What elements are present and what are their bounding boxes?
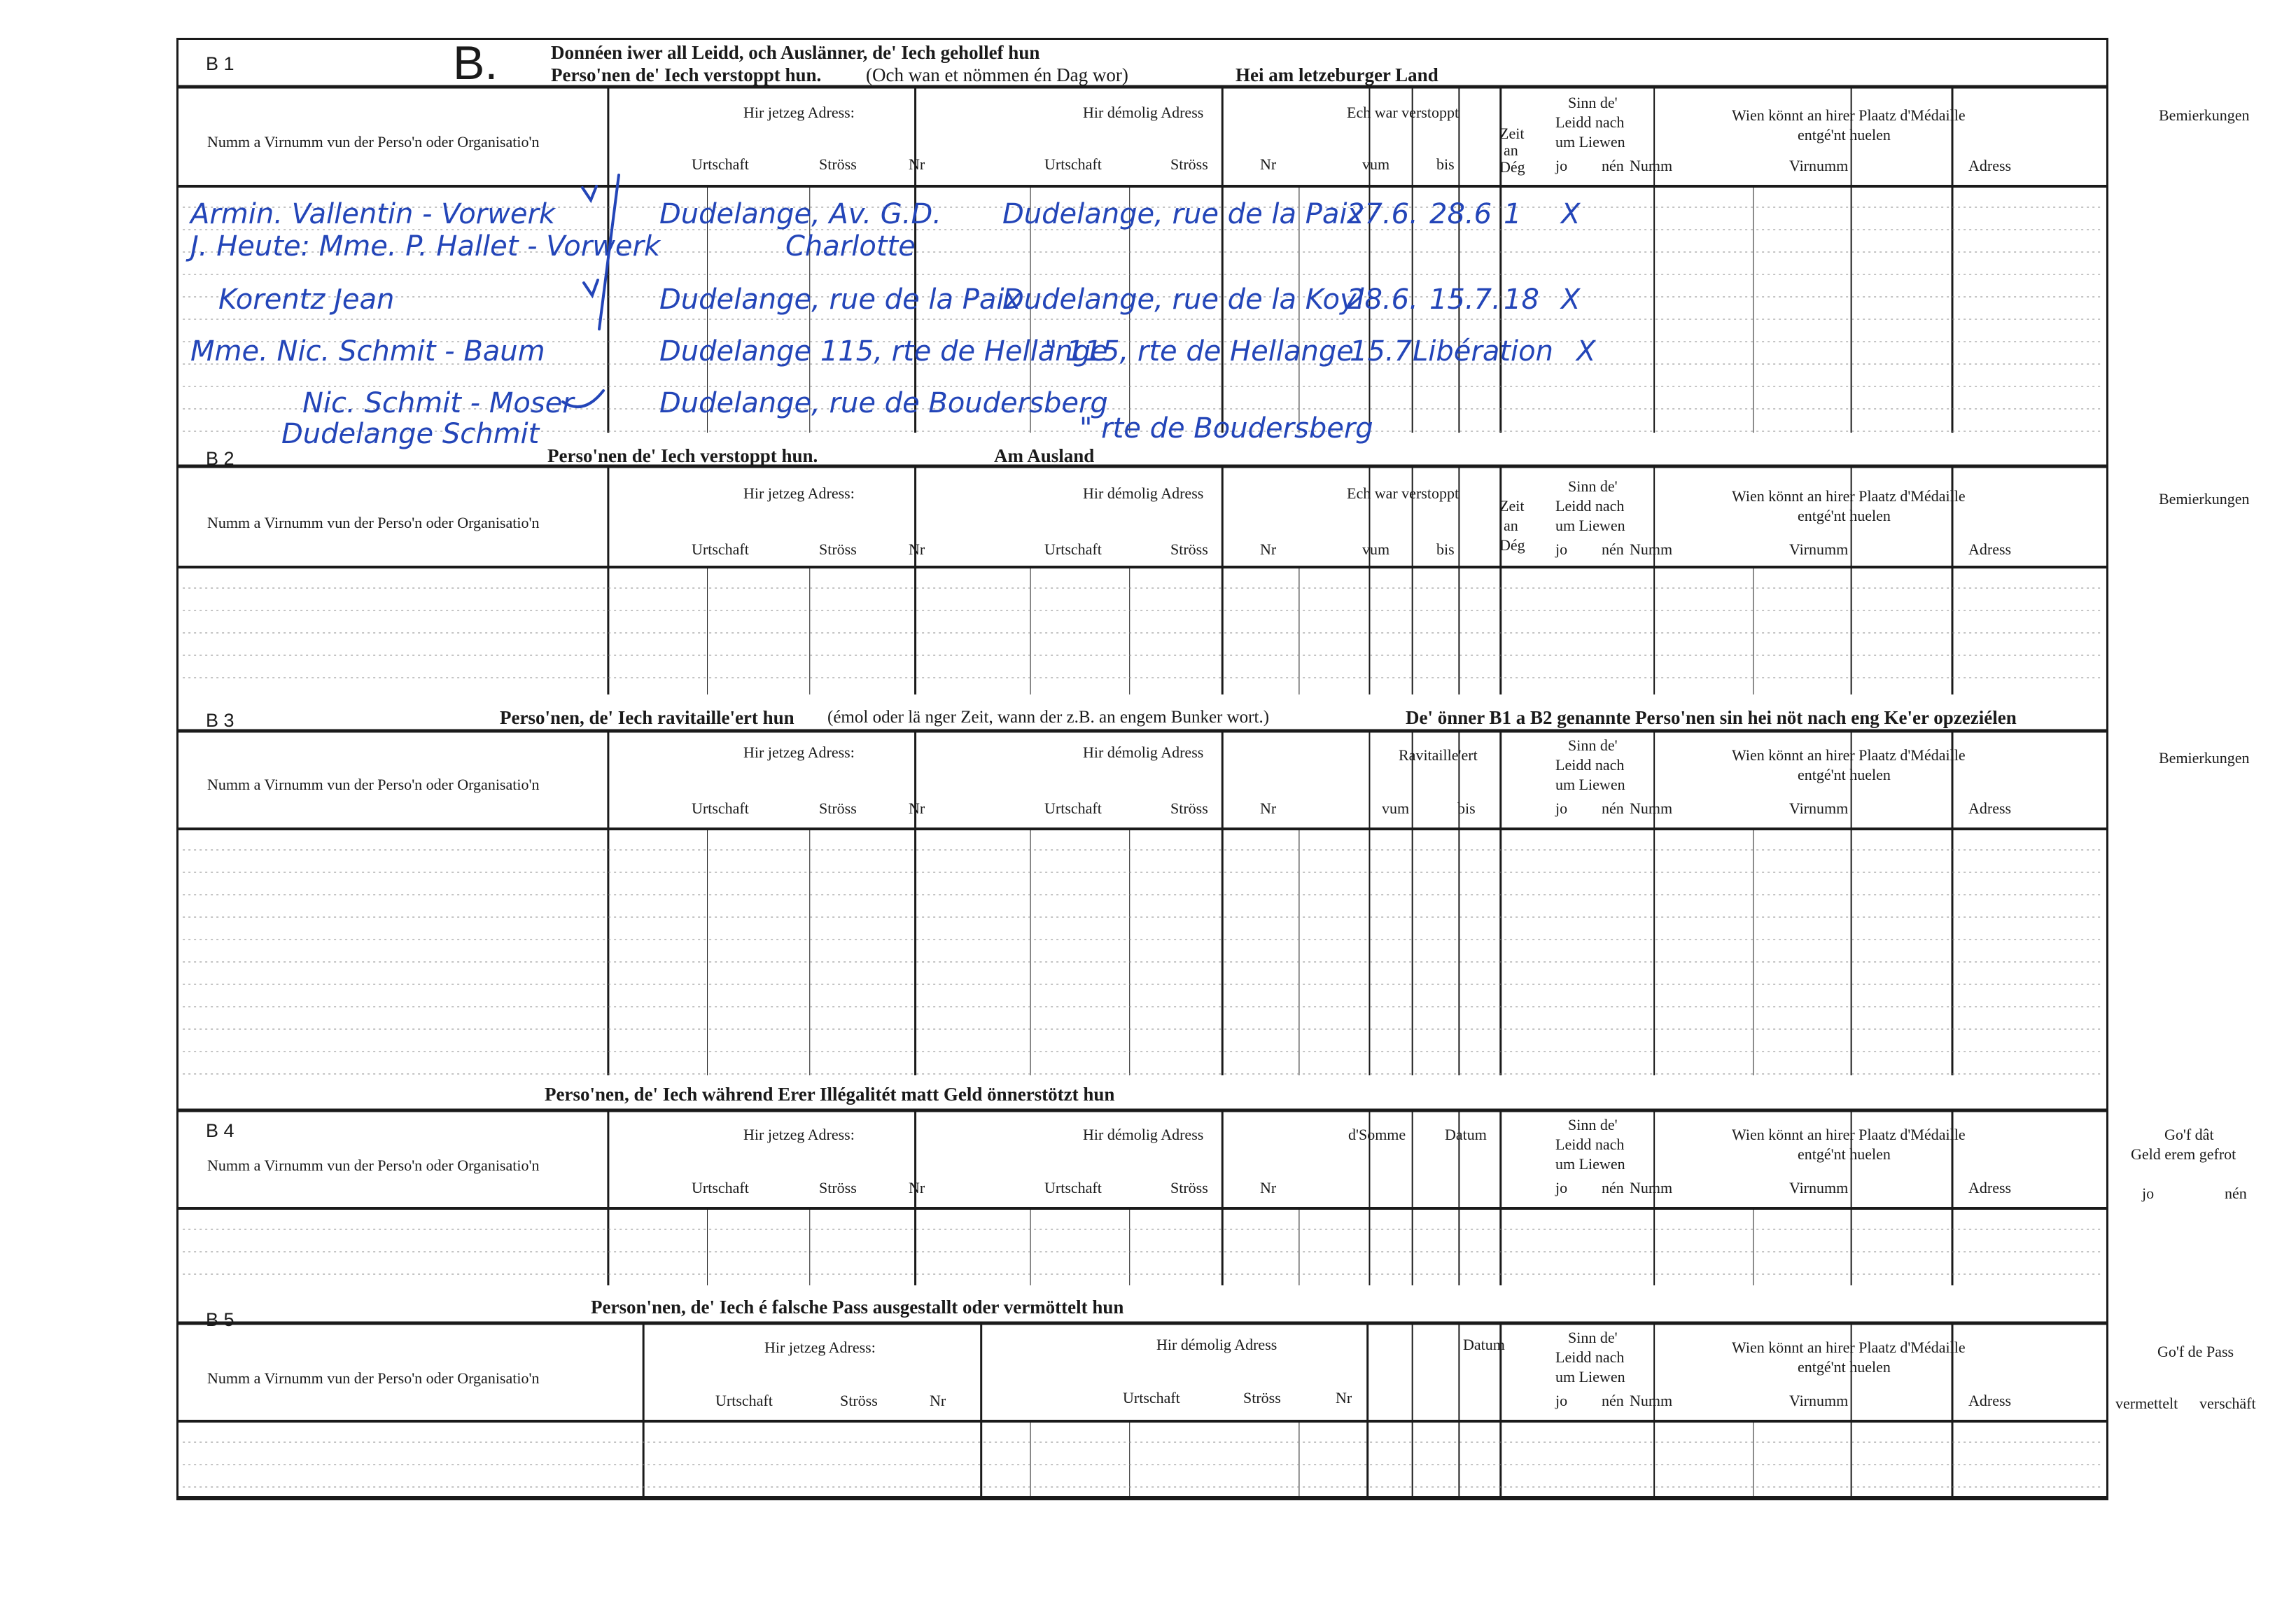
entry-name: Mme. Nic. Schmit - Baum — [190, 335, 545, 368]
header-medal-2: entgé'nt huelen — [1798, 126, 1891, 144]
registration-form — [176, 36, 2256, 1501]
header-place: Urtschaft — [1123, 1389, 1180, 1406]
header-addr-then: Hir démolig Adress — [1083, 1126, 1204, 1143]
header-place: Urtschaft — [1044, 799, 1102, 817]
b1-title-line1: Donnéen iwer all Leidd, och Auslänner, de' Iech gehollef hun — [551, 42, 1040, 63]
header-medal-1: Wien könnt an hirer Plaatz d'Médaille — [1732, 1339, 1966, 1356]
entry-to: Libération — [1413, 335, 1553, 368]
header-name: Numm a Virnumm vun der Perso'n oder Organisatio'n — [207, 514, 540, 531]
entry-address-then: " 115, rte de Hellange — [1044, 335, 1354, 368]
header-medal-2: entgé'nt huelen — [1798, 766, 1891, 783]
header-time-1: Zeit — [1499, 497, 1525, 515]
header-time-3: Dég — [1499, 158, 1525, 176]
header-alive-3: um Liewen — [1555, 1155, 1625, 1173]
header-medal-name: Numm — [1630, 1392, 1673, 1409]
header-medal-1: Wien könnt an hirer Plaatz d'Médaille — [1732, 1126, 1966, 1143]
header-alive-1: Sinn de' — [1568, 477, 1618, 495]
header-medal-first: Virnumm — [1789, 157, 1849, 174]
header-alive-2: Leidd nach — [1555, 756, 1625, 774]
entry-alive-yes: X — [1561, 284, 1581, 316]
header-medal-address: Adress — [1968, 157, 2012, 174]
header-alive-2: Leidd nach — [1555, 497, 1625, 515]
entry-alive-yes: X — [1576, 335, 1596, 368]
header-street: Ströss — [819, 540, 857, 558]
b1-title-line2a: Perso'nen de' Iech verstoppt hun. — [551, 64, 822, 85]
entry-days: 18 — [1504, 284, 1539, 316]
section-code-b1: B 1 — [206, 53, 234, 74]
header-no: nén — [1602, 1179, 1624, 1196]
header-street: Ströss — [1170, 540, 1208, 558]
entry-to: 28.6 — [1429, 198, 1492, 230]
header-medal-2: entgé'nt huelen — [1798, 1358, 1891, 1376]
header-alive-3: um Liewen — [1555, 776, 1625, 793]
header-no: nén — [1602, 157, 1624, 174]
b3-title: Perso'nen, de' Iech ravitaille'ert hun — [500, 707, 794, 728]
header-remarks: Bemierkungen — [2159, 749, 2250, 767]
header-place: Urtschaft — [1044, 540, 1102, 558]
header-yes: jo — [1555, 1392, 1568, 1409]
entry-address-then: Dudelange, rue de la Koyl — [1002, 284, 1364, 316]
header-addr-then: Hir démolig Adress — [1083, 104, 1204, 121]
header-street: Ströss — [1170, 799, 1208, 817]
header-medal-1: Wien könnt an hirer Plaatz d'Médaille — [1732, 106, 1966, 124]
header-remarks: Bemierkungen — [2159, 490, 2250, 508]
header-addr-now: Hir jetzeg Adress: — [743, 104, 855, 121]
header-medal-address: Adress — [1968, 540, 2012, 558]
header-yes: jo — [1555, 157, 1568, 174]
header-to: bis — [1436, 540, 1455, 558]
header-addr-now: Hir jetzeg Adress: — [743, 1126, 855, 1143]
header-ravitailleert: Ravitaille'ert — [1399, 746, 1478, 764]
header-alive-1: Sinn de' — [1568, 1329, 1618, 1346]
header-hidden: Ech war verstoppt — [1347, 484, 1460, 502]
header-name: Numm a Virnumm vun der Perso'n oder Organisatio'n — [207, 133, 540, 151]
b2-title-b: Am Ausland — [994, 445, 1095, 466]
header-nr: Nr — [909, 799, 925, 817]
header-no: nén — [1602, 799, 1624, 817]
header-medal-address: Adress — [1968, 1392, 2012, 1409]
section-code-b4: B 4 — [206, 1120, 234, 1141]
header-nr: Nr — [909, 540, 925, 558]
entry-name: Armin. Vallentin - Vorwerk — [190, 198, 556, 230]
header-date: Datum — [1445, 1126, 1487, 1143]
header-alive-1: Sinn de' — [1568, 94, 1618, 111]
header-nr: Nr — [1260, 540, 1277, 558]
header-pass: Go'f de Pass — [2157, 1343, 2234, 1360]
entry-name: Nic. Schmit - Moser — [302, 387, 574, 419]
header-nr: Nr — [909, 1179, 925, 1196]
entry-name: J. Heute: Mme. P. Hallet - Vorwerk — [190, 230, 661, 263]
entry-to: 15.7. — [1429, 284, 1501, 316]
header-nr: Nr — [1260, 799, 1277, 817]
header-nr: Nr — [909, 155, 925, 173]
header-nr: Nr — [1260, 1179, 1277, 1196]
header-sum: d'Somme — [1348, 1126, 1406, 1143]
entry-from: 27.6. — [1347, 198, 1418, 230]
header-alive-1: Sinn de' — [1568, 1116, 1618, 1133]
header-medal-first: Virnumm — [1789, 1179, 1849, 1196]
header-time-2: an — [1504, 141, 1518, 159]
header-place: Urtschaft — [1044, 155, 1102, 173]
entry-from: 15.7. — [1350, 335, 1421, 368]
header-addr-then: Hir démolig Adress — [1083, 743, 1204, 761]
entry-days: 1 — [1504, 198, 1522, 230]
header-place: Urtschaft — [1044, 1179, 1102, 1196]
entry-name: Korentz Jean — [218, 284, 395, 316]
b1-title-line2b: (Och wan et nömmen én Dag wor) — [866, 64, 1128, 85]
header-date: Datum — [1463, 1336, 1505, 1353]
b4-title: Perso'nen, de' Iech während Erer Illégalitét matt Geld önnerstötzt hun — [545, 1084, 1115, 1105]
header-time-2: an — [1504, 517, 1518, 534]
entry-from: 28.6. — [1347, 284, 1418, 316]
header-yes: jo — [1555, 799, 1568, 817]
header-medal-name: Numm — [1630, 1179, 1673, 1196]
header-place: Urtschaft — [692, 1179, 749, 1196]
header-addr-now: Hir jetzeg Adress: — [764, 1339, 876, 1356]
header-medal-2: entgé'nt huelen — [1798, 507, 1891, 524]
header-medal-address: Adress — [1968, 1179, 2012, 1196]
header-pass-given: vermettelt — [2115, 1395, 2178, 1412]
entry-address-now: Charlotte — [785, 230, 916, 263]
header-medal-first: Virnumm — [1789, 1392, 1849, 1409]
header-yes: jo — [1555, 1179, 1568, 1196]
pen-stroke — [599, 175, 619, 329]
header-medal-address: Adress — [1968, 799, 2012, 817]
header-no: nén — [1602, 540, 1624, 558]
header-remarks: Bemierkungen — [2159, 106, 2250, 124]
b5-title: Person'nen, de' Iech é falsche Pass ausgestallt oder vermöttelt hun — [591, 1297, 1124, 1318]
header-alive-3: um Liewen — [1555, 133, 1625, 151]
b1-title-line2c: Hei am letzeburger Land — [1236, 64, 1438, 85]
header-place: Urtschaft — [692, 155, 749, 173]
header-time-3: Dég — [1499, 536, 1525, 554]
header-alive-3: um Liewen — [1555, 517, 1625, 534]
entry-address-now: Dudelange, rue de la Paix — [659, 284, 1021, 316]
header-place: Urtschaft — [692, 540, 749, 558]
entry-alive-yes: X — [1561, 198, 1581, 230]
header-pass-made: verschäft — [2199, 1395, 2256, 1412]
entry-address-then: Dudelange, rue de la Paix — [1002, 198, 1364, 230]
header-hidden: Ech war verstoppt — [1347, 104, 1460, 121]
header-medal-first: Virnumm — [1789, 799, 1849, 817]
section-code-b3: B 3 — [206, 710, 234, 731]
header-no: nén — [2225, 1185, 2247, 1202]
entry-address-now: Dudelange, Av. G.D. — [659, 198, 941, 230]
header-alive-1: Sinn de' — [1568, 736, 1618, 754]
header-from: vum — [1362, 155, 1390, 173]
b2-title: Perso'nen de' Iech verstoppt hun. — [547, 445, 818, 466]
header-to: bis — [1457, 799, 1476, 817]
header-time-1: Zeit — [1499, 125, 1525, 142]
header-street: Ströss — [1243, 1389, 1281, 1406]
header-gift-1: Go'f dât — [2164, 1126, 2214, 1143]
header-street: Ströss — [819, 1179, 857, 1196]
header-alive-2: Leidd nach — [1555, 1136, 1625, 1153]
entry-address-now: Dudelange 115, rte de Hellange — [659, 335, 1108, 368]
header-no: nén — [1602, 1392, 1624, 1409]
header-yes: jo — [2142, 1185, 2155, 1202]
header-medal-name: Numm — [1630, 540, 1673, 558]
header-name: Numm a Virnumm vun der Perso'n oder Organisatio'n — [207, 1157, 540, 1174]
header-alive-3: um Liewen — [1555, 1368, 1625, 1385]
check-mark — [584, 280, 598, 295]
header-addr-then: Hir démolig Adress — [1083, 484, 1204, 502]
header-place: Urtschaft — [692, 799, 749, 817]
header-addr-then: Hir démolig Adress — [1156, 1336, 1278, 1353]
header-name: Numm a Virnumm vun der Perso'n oder Organisatio'n — [207, 776, 540, 793]
b3-title-c: De' önner B1 a B2 genannte Perso'nen sin hei nöt nach eng Ke'er opzeziélen — [1406, 707, 2017, 728]
header-medal-2: entgé'nt huelen — [1798, 1145, 1891, 1163]
header-medal-name: Numm — [1630, 799, 1673, 817]
header-alive-2: Leidd nach — [1555, 113, 1625, 131]
header-street: Ströss — [1170, 1179, 1208, 1196]
header-medal-first: Virnumm — [1789, 540, 1849, 558]
header-gift-2: Geld erem gefrot — [2131, 1145, 2236, 1163]
header-nr: Nr — [930, 1392, 946, 1409]
header-street: Ströss — [1170, 155, 1208, 173]
header-alive-2: Leidd nach — [1555, 1348, 1625, 1366]
header-addr-now: Hir jetzeg Adress: — [743, 484, 855, 502]
section-letter: B. — [453, 36, 498, 90]
pen-stroke — [563, 391, 603, 407]
header-from: vum — [1362, 540, 1390, 558]
header-street: Ströss — [819, 799, 857, 817]
check-mark — [582, 186, 596, 200]
header-nr: Nr — [1260, 155, 1277, 173]
header-from: vum — [1382, 799, 1410, 817]
header-name: Numm a Virnumm vun der Perso'n oder Organisatio'n — [207, 1369, 540, 1387]
section-code-b5: B 5 — [206, 1309, 234, 1330]
header-medal-1: Wien könnt an hirer Plaatz d'Médaille — [1732, 746, 1966, 764]
section-code-b2: B 2 — [206, 448, 234, 469]
header-addr-now: Hir jetzeg Adress: — [743, 743, 855, 761]
header-medal-name: Numm — [1630, 157, 1673, 174]
header-medal-1: Wien könnt an hirer Plaatz d'Médaille — [1732, 487, 1966, 505]
entry-name: Dudelange Schmit — [281, 418, 540, 450]
header-to: bis — [1436, 155, 1455, 173]
header-nr: Nr — [1336, 1389, 1352, 1406]
header-yes: jo — [1555, 540, 1568, 558]
header-street: Ströss — [819, 155, 857, 173]
entry-address-then: " rte de Boudersberg — [1079, 412, 1373, 445]
entry-address-now: Dudelange, rue de Boudersberg — [659, 387, 1108, 419]
header-street: Ströss — [840, 1392, 878, 1409]
header-place: Urtschaft — [715, 1392, 773, 1409]
b3-title-b: (émol oder lä nger Zeit, wann der z.B. an engem Bunker wort.) — [827, 708, 1270, 727]
